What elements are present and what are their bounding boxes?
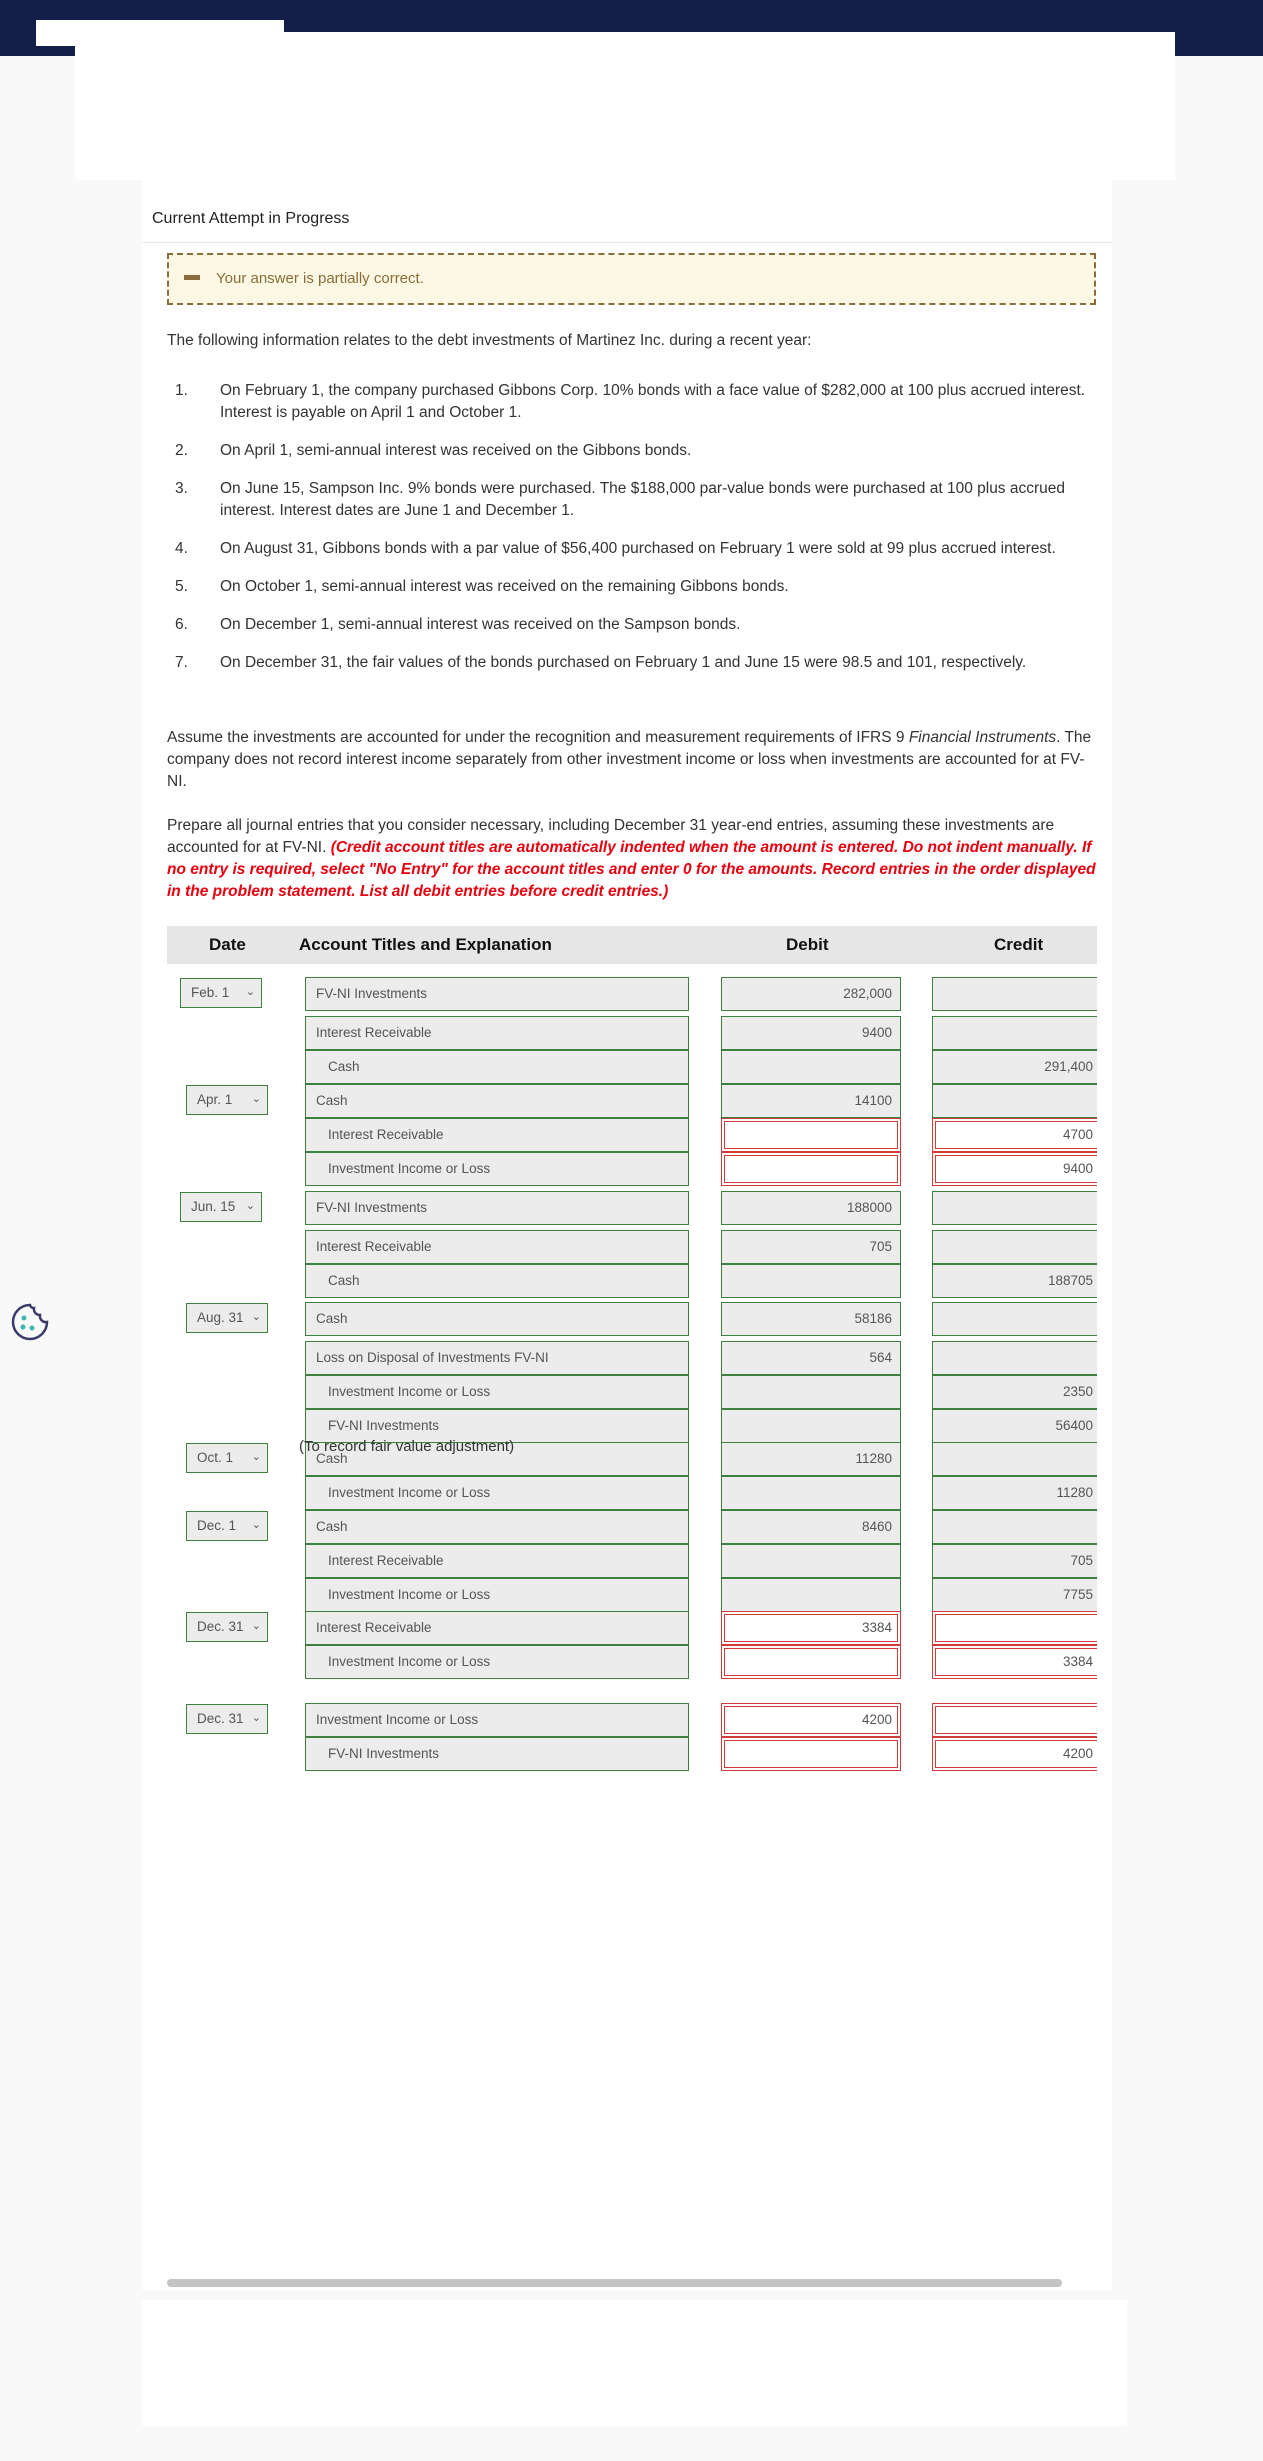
chevron-down-icon: ⌄ (251, 1451, 261, 1463)
credit-input[interactable]: 705 (932, 1544, 1097, 1578)
account-title-input[interactable]: Interest Receivable (305, 1611, 689, 1645)
account-title-input[interactable]: Interest Receivable (305, 1544, 689, 1578)
date-select-value: Feb. 1 (191, 985, 230, 1000)
date-select[interactable] (180, 978, 262, 1008)
item-text: On April 1, semi-annual interest was received on the Gibbons bonds. (220, 442, 692, 459)
item-number: 4. (175, 540, 188, 557)
debit-input[interactable] (721, 1118, 901, 1152)
item-number: 2. (175, 442, 188, 459)
intro-text: The following information relates to the debt investments of Martinez Inc. during a recent year: (167, 332, 812, 349)
item-number: 5. (175, 578, 188, 595)
header-date: Date (209, 935, 246, 954)
chevron-down-icon: ⌄ (251, 1519, 261, 1531)
item-text: On August 31, Gibbons bonds with a par value of $56,400 purchased on February 1 were sold at 99 plus accrued interest. (220, 540, 1056, 557)
debit-input[interactable] (721, 1578, 901, 1612)
chevron-down-icon: ⌄ (245, 1200, 255, 1212)
date-select[interactable] (186, 1085, 268, 1115)
assume-text-italic: Financial Instruments (908, 729, 1057, 746)
date-select-value: Apr. 1 (197, 1092, 233, 1107)
credit-input[interactable] (932, 977, 1097, 1011)
credit-input[interactable] (932, 1611, 1097, 1645)
journal-row (167, 1152, 1097, 1186)
item-number: 1. (175, 382, 188, 399)
credit-input[interactable]: 188705 (932, 1264, 1097, 1298)
chevron-down-icon: ⌄ (251, 1311, 261, 1323)
credit-input[interactable]: 9400 (932, 1152, 1097, 1186)
journal-row (167, 1191, 1097, 1225)
question-item (167, 576, 1099, 598)
account-title-input[interactable]: Investment Income or Loss (305, 1152, 689, 1186)
debit-input[interactable]: 3384 (721, 1611, 901, 1645)
journal-row (167, 1230, 1097, 1264)
item-number: 7. (175, 654, 188, 671)
debit-input[interactable] (721, 1544, 901, 1578)
journal-row (167, 1476, 1097, 1510)
date-select[interactable] (186, 1704, 268, 1734)
date-select-value: Dec. 31 (197, 1711, 244, 1726)
date-select-value: Aug. 31 (197, 1310, 244, 1325)
question-item (167, 478, 1099, 522)
prepare-text-main: Prepare all journal entries that you consider necessary, including December 31 year-end entries, assuming these investments are accounted for at FV-NI. (167, 817, 1055, 856)
question-item (167, 380, 1099, 424)
date-select-value: Jun. 15 (191, 1199, 236, 1214)
credit-input[interactable]: 2350 (932, 1375, 1097, 1409)
account-title-input[interactable]: Interest Receivable (305, 1230, 689, 1264)
journal-row (167, 1611, 1097, 1645)
credit-input[interactable]: 3384 (932, 1645, 1097, 1679)
credit-input[interactable] (932, 1016, 1097, 1050)
account-title-input[interactable]: Cash (305, 1510, 689, 1544)
account-title-input[interactable]: Interest Receivable (305, 1016, 689, 1050)
debit-input[interactable]: 564 (721, 1341, 901, 1375)
minus-icon[interactable] (184, 275, 200, 280)
credit-input[interactable] (932, 1703, 1097, 1737)
journal-row (167, 1578, 1097, 1612)
header-account: Account Titles and Explanation (299, 935, 552, 954)
journal-row (167, 1510, 1097, 1544)
credit-input[interactable] (932, 1191, 1097, 1225)
date-select[interactable] (186, 1303, 268, 1333)
question-item (167, 440, 1099, 462)
credit-input[interactable]: 4200 (932, 1737, 1097, 1771)
question-item (167, 538, 1099, 560)
table-header (167, 926, 1097, 964)
journal-table (167, 926, 1097, 2296)
assume-text-part: . The company does not record interest income separately from other investment income or loss when investments are accounted for at FV-NI. (167, 729, 1092, 790)
chevron-down-icon: ⌄ (251, 1712, 261, 1724)
prepare-text (167, 815, 1099, 903)
item-number: 6. (175, 616, 188, 633)
account-title-input[interactable]: FV-NI Investments (305, 1737, 689, 1771)
debit-input[interactable]: 14100 (721, 1084, 901, 1118)
question-list (167, 380, 1099, 690)
debit-input[interactable]: 188000 (721, 1191, 901, 1225)
credit-input[interactable]: 56400 (932, 1409, 1097, 1443)
question-item (167, 652, 1099, 674)
debit-input[interactable] (721, 1476, 901, 1510)
debit-input[interactable]: 9400 (721, 1016, 901, 1050)
journal-row (167, 1737, 1097, 1771)
journal-row (167, 1375, 1097, 1409)
account-title-input[interactable]: Cash (305, 1264, 689, 1298)
journal-row (167, 1264, 1097, 1298)
date-select[interactable] (186, 1443, 268, 1473)
account-title-input[interactable]: FV-NI Investments (305, 1191, 689, 1225)
account-title-input[interactable]: Investment Income or Loss (305, 1476, 689, 1510)
debit-input[interactable]: 11280 (721, 1442, 901, 1476)
journal-row (167, 1302, 1097, 1336)
date-select[interactable] (186, 1612, 268, 1642)
debit-input[interactable] (721, 1264, 901, 1298)
date-select-value: Dec. 31 (197, 1619, 244, 1634)
credit-input[interactable]: 291,400 (932, 1050, 1097, 1084)
footer-card (142, 2300, 1127, 2426)
journal-row (167, 1341, 1097, 1375)
credit-input[interactable] (932, 1302, 1097, 1336)
chevron-down-icon: ⌄ (251, 1093, 261, 1105)
journal-row (167, 1544, 1097, 1578)
prepare-instructions: (Credit account titles are automatically indented when the amount is entered. Do not indent manually. If no entry is required, select "No Entry" for the account titles and enter 0 for the amounts. Record entries in the order displayed in the problem statement. List all debit entries before credit entries.) (167, 839, 1096, 900)
debit-input[interactable] (721, 1645, 901, 1679)
entry-explanation: (To record fair value adjustment) (299, 1438, 515, 1455)
date-select-value: Oct. 1 (197, 1450, 234, 1465)
credit-input[interactable] (932, 1084, 1097, 1118)
account-title-input[interactable]: FV-NI Investments (305, 1409, 689, 1443)
journal-row (167, 977, 1097, 1011)
credit-input[interactable]: 4700 (932, 1118, 1097, 1152)
account-title-input[interactable]: Investment Income or Loss (305, 1645, 689, 1679)
account-title-input[interactable]: Cash (305, 1302, 689, 1336)
credit-input[interactable] (932, 1510, 1097, 1544)
debit-input[interactable] (721, 1375, 901, 1409)
credit-input[interactable] (932, 1230, 1097, 1264)
debit-input[interactable]: 705 (721, 1230, 901, 1264)
alert-text: Your answer is partially correct. (216, 270, 424, 287)
cookie-icon[interactable] (10, 1302, 50, 1342)
account-title-input[interactable]: Investment Income or Loss (305, 1375, 689, 1409)
item-text: On June 15, Sampson Inc. 9% bonds were purchased. The $188,000 par-value bonds were purchased at 100 plus accrued interest. Interest dates are June 1 and December 1. (220, 480, 1066, 519)
account-title-input[interactable]: Cash (305, 1442, 689, 1476)
assume-text (167, 727, 1099, 793)
credit-input[interactable] (932, 1341, 1097, 1375)
debit-input[interactable] (721, 1050, 901, 1084)
item-text: On October 1, semi-annual interest was received on the remaining Gibbons bonds. (220, 578, 789, 595)
account-title-input[interactable]: Investment Income or Loss (305, 1703, 689, 1737)
debit-input[interactable] (721, 1409, 901, 1443)
journal-row (167, 1118, 1097, 1152)
journal-row (167, 1016, 1097, 1050)
credit-input[interactable]: 7755 (932, 1578, 1097, 1612)
debit-input[interactable] (721, 1737, 901, 1771)
partial-correct-alert (167, 253, 1096, 305)
date-select[interactable] (186, 1511, 268, 1541)
header-credit: Credit (994, 935, 1044, 954)
account-title-input[interactable]: Cash (305, 1050, 689, 1084)
assume-text-part: Assume the investments are accounted for under the recognition and measurement requirements of IFRS 9 (167, 729, 909, 746)
chevron-down-icon: ⌄ (251, 1620, 261, 1632)
debit-input[interactable]: 8460 (721, 1510, 901, 1544)
item-text: On February 1, the company purchased Gibbons Corp. 10% bonds with a face value of $282,000 at 100 plus accrued interest. Interest is payable on April 1 and October 1. (220, 382, 1086, 421)
journal-row (167, 1050, 1097, 1084)
account-title-input[interactable]: Cash (305, 1084, 689, 1118)
horizontal-scrollbar[interactable] (167, 2279, 1062, 2287)
account-title-input[interactable]: FV-NI Investments (305, 977, 689, 1011)
item-text: On December 1, semi-annual interest was received on the Sampson bonds. (220, 616, 741, 633)
date-select-value: Dec. 1 (197, 1518, 237, 1533)
debit-input[interactable]: 58186 (721, 1302, 901, 1336)
question-item (167, 614, 1099, 636)
account-title-input[interactable]: Interest Receivable (305, 1118, 689, 1152)
item-number: 3. (175, 480, 188, 497)
credit-input[interactable] (932, 1442, 1097, 1476)
credit-input[interactable]: 11280 (932, 1476, 1097, 1510)
divider (142, 242, 1112, 243)
date-select[interactable] (180, 1192, 262, 1222)
debit-input[interactable]: 282,000 (721, 977, 901, 1011)
debit-input[interactable] (721, 1152, 901, 1186)
journal-row (167, 1084, 1097, 1118)
chevron-down-icon: ⌄ (245, 986, 255, 998)
account-title-input[interactable]: Investment Income or Loss (305, 1578, 689, 1612)
journal-row (167, 1703, 1097, 1737)
header-card (75, 32, 1175, 180)
header-debit: Debit (786, 935, 829, 954)
debit-input[interactable]: 4200 (721, 1703, 901, 1737)
attempt-title: Current Attempt in Progress (152, 210, 350, 227)
account-title-input[interactable]: Loss on Disposal of Investments FV-NI (305, 1341, 689, 1375)
item-text: On December 31, the fair values of the bonds purchased on February 1 and June 15 were 98.5 and 101, respectively. (220, 654, 1027, 671)
journal-row (167, 1645, 1097, 1679)
